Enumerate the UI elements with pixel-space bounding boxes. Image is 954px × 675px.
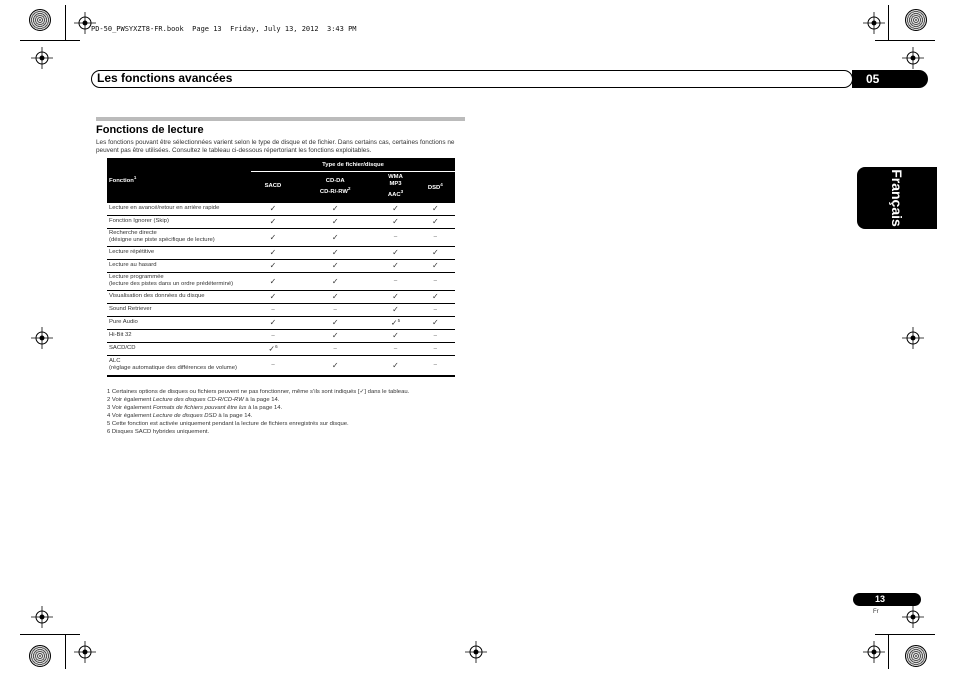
- check-icon: ✓: [295, 272, 375, 290]
- table-row: [107, 355, 455, 376]
- check-icon: ✓: [295, 290, 375, 303]
- function-name: Lecture programmée (lecture des pistes dans un ordre prédéterminé): [107, 272, 251, 290]
- not-available-dash: –: [295, 303, 375, 316]
- check-icon: ✓: [251, 228, 295, 246]
- table-row: [107, 202, 455, 215]
- check-icon: ✓: [251, 316, 295, 329]
- language-tab-label: Français: [889, 169, 905, 227]
- check-icon: ✓: [251, 202, 295, 215]
- footnote: 1 Certaines options de disques ou fichiers peuvent ne pas fonctionner, même s’ils sont indiqués [✓] dans le tableau.: [107, 389, 410, 395]
- registration-mark-icon: [863, 641, 885, 663]
- footnote: 6 Disques SACD hybrides uniquement.: [107, 428, 210, 435]
- registration-mark-icon: [465, 641, 487, 663]
- not-available-dash: –: [375, 272, 415, 290]
- check-icon: ✓: [416, 246, 455, 259]
- function-name: Fonction Ignorer (Skip): [107, 215, 251, 228]
- check-icon: ✓: [375, 303, 415, 316]
- language-tab: [857, 167, 937, 229]
- not-available-dash: –: [416, 355, 455, 376]
- not-available-dash: –: [251, 355, 295, 376]
- color-rosette-icon: [905, 645, 927, 667]
- book-header: PD-50_PWSYXZT8-FR.book Page 13 Friday, July 13, 2012 3:43 PM: [91, 25, 357, 33]
- color-rosette-icon: [29, 645, 51, 667]
- table-row: [107, 290, 455, 303]
- function-table: [107, 158, 455, 377]
- section-title: Fonctions de lecture: [96, 124, 204, 136]
- chapter-number: 05: [852, 70, 928, 88]
- check-icon: ✓: [295, 316, 375, 329]
- table-row: [107, 303, 455, 316]
- check-icon: ✓: [416, 290, 455, 303]
- table-row: [107, 316, 455, 329]
- registration-mark-icon: [902, 327, 924, 349]
- footnote: 4 Voir également Lecture de disques DSD à la page 14.: [107, 412, 253, 419]
- table-row: [107, 259, 455, 272]
- page-language: Fr: [873, 609, 879, 615]
- footnote: 2 Voir également Lecture des disques CD-R/CD-RW à la page 14.: [107, 396, 280, 403]
- check-icon: ✓: [416, 316, 455, 329]
- not-available-dash: –: [375, 228, 415, 246]
- not-available-dash: –: [251, 303, 295, 316]
- not-available-dash: –: [416, 329, 455, 342]
- check-icon: ✓: [375, 259, 415, 272]
- table-row: [107, 342, 455, 355]
- check-icon: ✓: [251, 215, 295, 228]
- table-row: [107, 246, 455, 259]
- registration-mark-icon: [31, 327, 53, 349]
- table-row: [107, 329, 455, 342]
- check-icon: ✓: [295, 329, 375, 342]
- registration-mark-icon: [863, 12, 885, 34]
- chapter-title: Les fonctions avancées: [97, 71, 233, 85]
- check-icon: ✓: [375, 215, 415, 228]
- check-icon: ✓: [416, 202, 455, 215]
- check-icon: ✓: [375, 290, 415, 303]
- page-number: 13: [853, 593, 921, 606]
- file-type-group-header: Type de fichier/disque: [251, 158, 455, 172]
- not-available-dash: –: [251, 329, 295, 342]
- check-icon: ✓$^5$: [375, 316, 415, 329]
- registration-mark-icon: [74, 641, 96, 663]
- not-available-dash: –: [416, 228, 455, 246]
- check-icon: ✓: [251, 246, 295, 259]
- function-name: Recherche directe (désigne une piste spécifique de lecture): [107, 228, 251, 246]
- not-available-dash: –: [375, 342, 415, 355]
- column-header: CD-DA CD-R/-RW$^2$: [295, 172, 375, 203]
- section-intro: Les fonctions pouvant être sélectionnées varient selon le type de disque et de fichier. Dans certains cas, certaines fonctions ne peuvent pas être utilisées. Consultez le tableau ci-dessous répertoriant les fonctions exploitables.: [96, 139, 455, 155]
- not-available-dash: –: [416, 342, 455, 355]
- table-row: [107, 272, 455, 290]
- function-name: Hi-Bit 32: [107, 329, 251, 342]
- function-name: Visualisation des données du disque: [107, 290, 251, 303]
- check-icon: ✓: [295, 202, 375, 215]
- registration-mark-icon: [902, 606, 924, 628]
- check-icon: ✓: [375, 355, 415, 376]
- color-rosette-icon: [29, 9, 51, 31]
- table-row: [107, 215, 455, 228]
- registration-mark-icon: [902, 47, 924, 69]
- function-name: Lecture répétitive: [107, 246, 251, 259]
- function-name: Lecture au hasard: [107, 259, 251, 272]
- check-icon: ✓: [295, 228, 375, 246]
- check-icon: ✓: [295, 355, 375, 376]
- registration-mark-icon: [31, 606, 53, 628]
- section-rule: [96, 117, 465, 121]
- check-icon: ✓: [251, 290, 295, 303]
- footnote: 3 Voir également Formats de fichiers pouvant être lus à la page 14.: [107, 404, 283, 411]
- column-header: DSD$^4$: [416, 172, 455, 203]
- function-name: ALC (réglage automatique des différences de volume): [107, 355, 251, 376]
- footnotes: [107, 389, 409, 436]
- column-header: WMA MP3 AAC$^3$: [375, 172, 415, 203]
- check-icon: ✓: [295, 259, 375, 272]
- function-name: Lecture en avancé/retour en arrière rapide: [107, 202, 251, 215]
- check-icon: ✓: [375, 202, 415, 215]
- not-available-dash: –: [416, 303, 455, 316]
- table-row: [107, 228, 455, 246]
- footnote: 5 Cette fonction est activée uniquement pendant la lecture de fichiers enregistrés sur disque.: [107, 420, 349, 427]
- function-name: SACD/CD: [107, 342, 251, 355]
- check-icon: ✓: [251, 259, 295, 272]
- registration-mark-icon: [31, 47, 53, 69]
- check-icon: ✓: [295, 246, 375, 259]
- not-available-dash: –: [416, 272, 455, 290]
- check-icon: ✓: [375, 246, 415, 259]
- check-icon: ✓: [375, 329, 415, 342]
- not-available-dash: –: [295, 342, 375, 355]
- function-name: Pure Audio: [107, 316, 251, 329]
- function-name: Sound Retriever: [107, 303, 251, 316]
- color-rosette-icon: [905, 9, 927, 31]
- check-icon: ✓: [251, 272, 295, 290]
- check-icon: ✓: [295, 215, 375, 228]
- function-column-header: Fonction$^1$: [107, 158, 251, 202]
- check-icon: ✓: [416, 259, 455, 272]
- check-icon: ✓$^6$: [251, 342, 295, 355]
- check-icon: ✓: [416, 215, 455, 228]
- column-header: SACD: [251, 172, 295, 203]
